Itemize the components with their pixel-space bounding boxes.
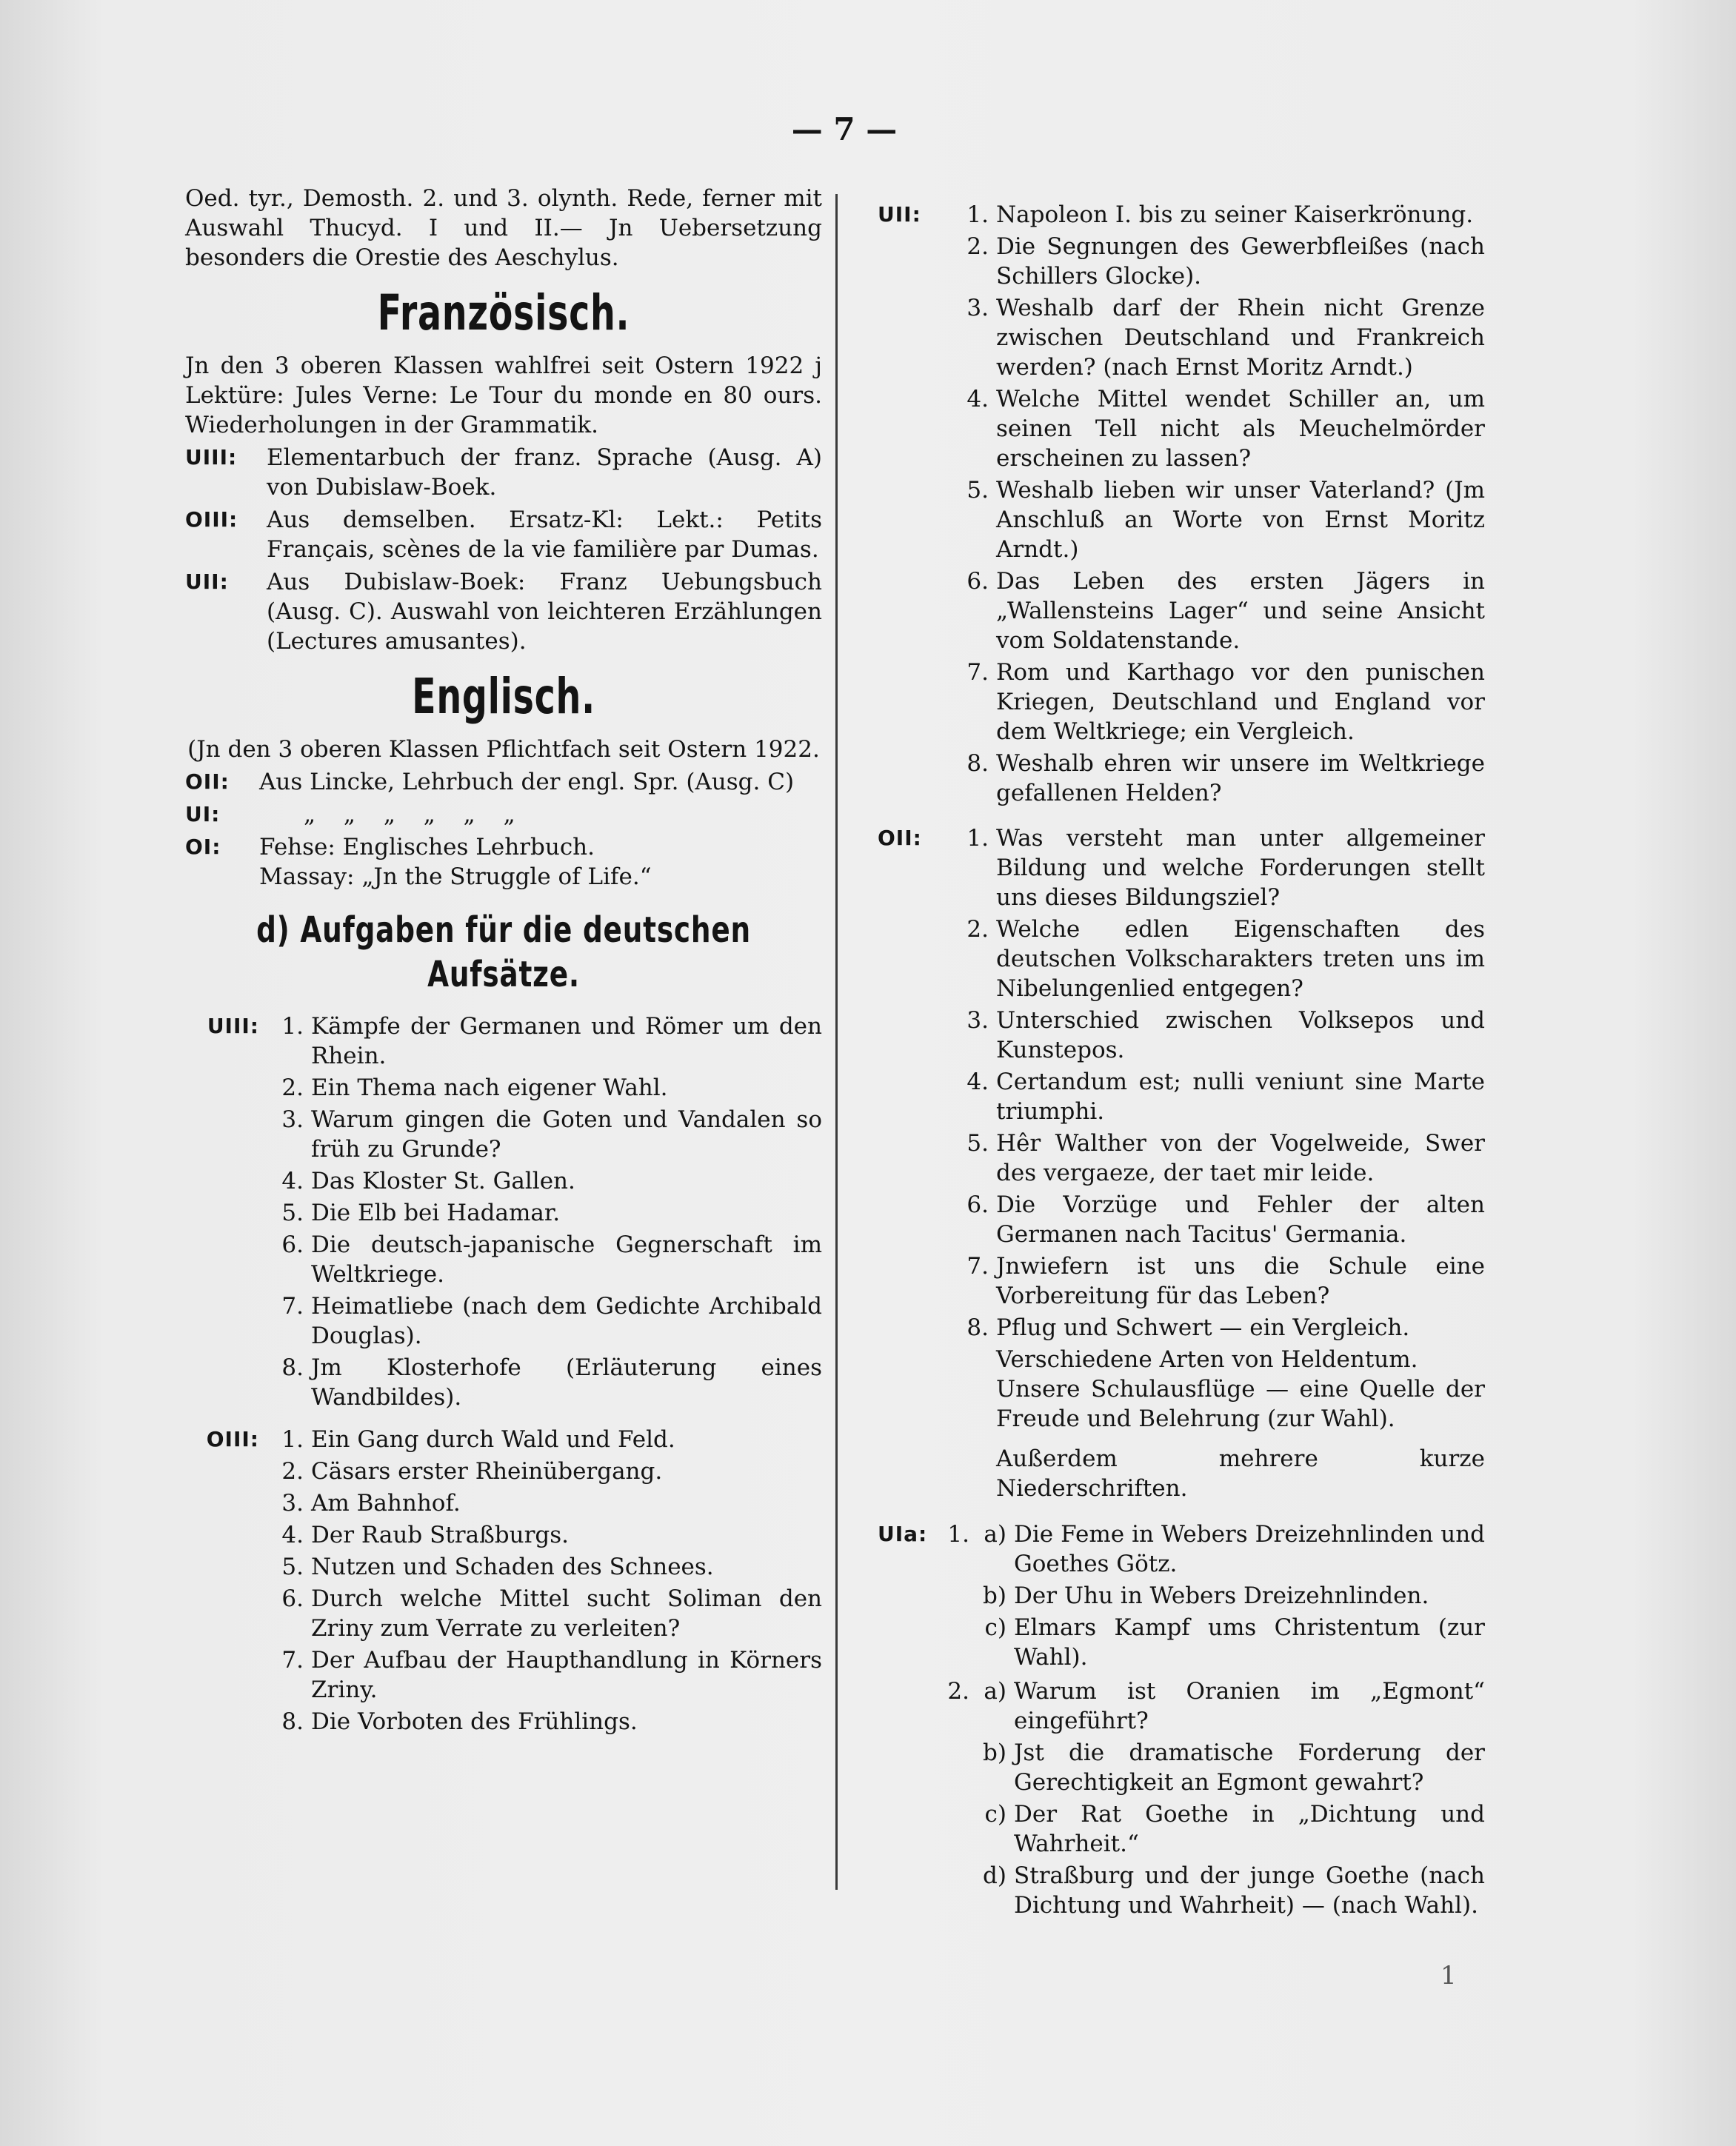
item-number: 5. [281, 1554, 304, 1580]
item-text: Jst die dramatische Forderung der Gerechtigkeit an Egmont gewahrt? [1014, 1739, 1485, 1796]
list-item [268, 1520, 822, 1550]
franz-intro: Jn den 3 oberen Klassen wahlfrei seit Ostern 1922 j Lektüre: Jules Verne: Le Tour du monde en 80 ours. Wiederholungen in der Grammatik. [185, 352, 822, 438]
oii-extra-topic: Verschiedene Arten von Heldentum. [996, 1346, 1418, 1373]
engl-entry [185, 832, 822, 862]
oii-extra-topic: Unsere Schulausflüge — eine Quelle der Freude und Belehrung (zur Wahl). [996, 1376, 1485, 1432]
list-item [977, 1677, 1485, 1736]
list-item [953, 1190, 1485, 1249]
class-block-oii [878, 823, 1485, 1503]
item-text: Die Feme in Webers Dreizehnlinden und Goethes Götz. [1014, 1521, 1485, 1577]
list-item [953, 1313, 1485, 1343]
list-item [268, 1488, 822, 1518]
item-text: Warum gingen die Goten und Vandalen so früh zu Grunde? [311, 1106, 822, 1163]
item-number: 1. [947, 1521, 969, 1548]
item-number: b) [983, 1739, 1006, 1766]
item-number: 2. [281, 1458, 304, 1485]
item-text: Die Segnungen des Gewerbfleißes (nach Schillers Glocke). [996, 233, 1485, 290]
list-item [953, 823, 1485, 912]
item-number: 3. [281, 1106, 304, 1133]
column-divider [835, 194, 838, 1890]
item-text: Ein Thema nach eigener Wahl. [311, 1074, 668, 1101]
section-heading-englisch: Englisch. [412, 668, 595, 725]
list-item [977, 1520, 1485, 1579]
item-number: 6. [967, 1191, 989, 1218]
class-label: OIII: [185, 507, 238, 532]
item-text: Kämpfe der Germanen und Römer um den Rhein. [311, 1013, 822, 1069]
item-text: Der Aufbau der Haupthandlung in Körners Zriny. [311, 1647, 822, 1703]
item-text: Jm Klosterhofe (Erläuterung eines Wandbildes). [311, 1354, 822, 1411]
item-number: 2. [967, 916, 989, 943]
item-number: 3. [281, 1490, 304, 1517]
item-number: 7. [967, 1253, 989, 1280]
list-item [977, 1799, 1485, 1859]
engl-intro: (Jn den 3 oberen Klassen Pflichtfach seit Ostern 1922. [187, 736, 820, 763]
class-label: UII: [878, 202, 921, 227]
list-item [268, 1645, 822, 1705]
item-text: Jnwiefern ist uns die Schule eine Vorbereitung für das Leben? [996, 1253, 1485, 1309]
engl-entry [185, 767, 822, 797]
item-text: Am Bahnhof. [311, 1490, 461, 1517]
entry-text: Aus Dubislaw-Boek: Franz Uebungsbuch (Ausg. C). Auswahl von leichteren Erzählungen (Lectures amusantes). [267, 569, 822, 655]
item-text: Straßburg und der junge Goethe (nach Dichtung und Wahrheit) — (nach Wahl). [1014, 1862, 1485, 1919]
list-item [953, 658, 1485, 746]
item-text: Die Elb bei Hadamar. [311, 1200, 561, 1226]
item-number: 7. [281, 1647, 304, 1674]
list-item [268, 1230, 822, 1289]
class-label: UIII: [185, 445, 238, 469]
list-item [953, 200, 1485, 230]
franz-entry [185, 567, 822, 656]
list-item [977, 1861, 1485, 1920]
list-item [977, 1613, 1485, 1672]
list-item [953, 384, 1485, 473]
item-text: Hêr Walther von der Vogelweide, Swer des vergaeze, der taet mir leide. [996, 1130, 1485, 1186]
item-text: Der Raub Straßburgs. [311, 1522, 570, 1548]
list-item [953, 566, 1485, 655]
item-text: Welche edlen Eigenschaften des deutschen Volkscharakters treten uns im Nibelungenlied entgegen? [996, 916, 1485, 1002]
item-number: 4. [967, 386, 989, 412]
left-column [185, 184, 822, 1739]
engl-entry [185, 800, 822, 829]
class-label: OIII: [206, 1427, 259, 1451]
class-label: OII: [185, 769, 230, 794]
item-number: 5. [281, 1200, 304, 1226]
list-item [953, 232, 1485, 291]
page-number: — 7 — [791, 111, 898, 147]
item-number: 1. [281, 1426, 304, 1453]
topic-group-1 [934, 1520, 1485, 1674]
class-label: UIa: [878, 1522, 928, 1546]
item-number: b) [983, 1582, 1006, 1609]
item-number: 6. [281, 1231, 304, 1258]
oii-note: Außerdem mehrere kurze Niederschriften. [996, 1445, 1485, 1502]
list-item [953, 915, 1485, 1003]
item-number: 2. [281, 1074, 304, 1101]
list-item [953, 293, 1485, 382]
item-text: Durch welche Mittel sucht Soliman den Zriny zum Verrate zu verleiten? [311, 1585, 822, 1642]
item-number: 4. [281, 1522, 304, 1548]
list-item [953, 475, 1485, 564]
franz-entry [185, 443, 822, 502]
list-item [953, 749, 1485, 808]
list-item [953, 1129, 1485, 1188]
item-text: Die Vorzüge und Fehler der alten Germanen nach Tacitus' Germania. [996, 1191, 1485, 1248]
class-label: OI: [185, 835, 221, 859]
class-block-uia [878, 1520, 1485, 1925]
item-number: 7. [281, 1293, 304, 1320]
item-text: Die Vorboten des Frühlings. [311, 1708, 638, 1735]
item-text: Nutzen und Schaden des Schnees. [311, 1554, 714, 1580]
item-text: Heimatliebe (nach dem Gedichte Archibald Douglas). [311, 1293, 822, 1349]
pencil-margin-mark: 1 [1440, 1961, 1457, 1990]
item-number: 8. [281, 1708, 304, 1735]
item-text: Ein Gang durch Wald und Feld. [311, 1426, 675, 1453]
class-block-oiii [185, 1425, 822, 1739]
item-number: a) [984, 1521, 1006, 1548]
class-block-uiii [185, 1012, 822, 1414]
item-number: a) [984, 1678, 1006, 1705]
list-item [268, 1457, 822, 1486]
right-column [878, 184, 1485, 1925]
item-number: 8. [281, 1354, 304, 1381]
list-item [953, 1067, 1485, 1126]
section-heading-aufsaetze: Aufsätze. [427, 954, 580, 995]
ditto-marks: „ „ „ „ „ „ [304, 801, 526, 828]
list-item [268, 1166, 822, 1196]
item-text: Unterschied zwischen Volksepos und Kunstepos. [996, 1007, 1485, 1063]
list-item [268, 1291, 822, 1351]
item-number: 6. [281, 1585, 304, 1612]
list-item [977, 1581, 1485, 1611]
list-item [268, 1105, 822, 1164]
item-number: 1. [967, 201, 989, 228]
section-heading-aufgaben: d) Aufgaben für die deutschen [256, 909, 751, 951]
item-number: 4. [967, 1069, 989, 1095]
item-number: c) [984, 1614, 1006, 1641]
list-item [953, 1006, 1485, 1065]
greek-reading-intro: Oed. tyr., Demosth. 2. und 3. olynth. Rede, ferner mit Auswahl Thucyd. I und II.— Jn Uebersetzung besonders die Orestie des Aeschylus. [185, 185, 822, 271]
list-item [953, 1251, 1485, 1311]
entry-text: Elementarbuch der franz. Sprache (Ausg. A) von Dubislaw-Boek. [267, 444, 822, 501]
item-number: 1. [967, 825, 989, 852]
class-label: UIII: [207, 1014, 259, 1038]
item-number: 4. [281, 1168, 304, 1194]
list-item [268, 1584, 822, 1643]
item-number: 5. [967, 1130, 989, 1157]
item-text: Der Uhu in Webers Dreizehnlinden. [1014, 1582, 1429, 1609]
list-item [268, 1425, 822, 1454]
class-label: OII: [878, 826, 922, 850]
item-number: 8. [967, 1314, 989, 1341]
class-label: UII: [185, 569, 229, 594]
section-heading-franzoesisch: Französisch. [377, 284, 630, 341]
item-text: Pflug und Schwert — ein Vergleich. [996, 1314, 1410, 1341]
item-number: 6. [967, 568, 989, 595]
item-text: Weshalb lieben wir unser Vaterland? (Jm Anschluß an Worte von Ernst Moritz Arndt.) [996, 477, 1485, 563]
class-label: UI: [185, 802, 221, 826]
entry-text: Fehse: Englisches Lehrbuch. [259, 834, 595, 860]
item-text: Napoleon I. bis zu seiner Kaiserkrönung. [996, 201, 1474, 228]
item-text: Warum ist Oranien im „Egmont“ eingeführt? [1014, 1678, 1485, 1734]
item-number: d) [983, 1862, 1006, 1889]
entry-text: Aus demselben. Ersatz-Kl: Lekt.: Petits Français, scènes de la vie familière par Dumas. [267, 507, 822, 563]
list-item [268, 1707, 822, 1736]
item-text: Welche Mittel wendet Schiller an, um seinen Tell nicht als Meuchelmörder erscheinen zu lassen? [996, 386, 1485, 472]
item-text: Certandum est; nulli veniunt sine Marte triumphi. [996, 1069, 1485, 1125]
class-block-uii [878, 200, 1485, 810]
list-item [268, 1552, 822, 1582]
item-text: Weshalb darf der Rhein nicht Grenze zwischen Deutschland und Frankreich werden? (nach Ernst Moritz Arndt.) [996, 295, 1485, 381]
entry-text: Aus Lincke, Lehrbuch der engl. Spr. (Ausg. C) [259, 769, 795, 795]
engl-massay: Massay: „Jn the Struggle of Life.“ [259, 863, 652, 890]
item-text: Das Leben des ersten Jägers in „Wallensteins Lager“ und seine Ansicht vom Soldatenstande. [996, 568, 1485, 654]
item-number: c) [984, 1801, 1006, 1828]
item-number: 1. [281, 1013, 304, 1040]
item-number: 3. [967, 295, 989, 321]
item-number: 2. [947, 1678, 969, 1705]
list-item [268, 1353, 822, 1412]
list-item [268, 1198, 822, 1228]
item-number: 8. [967, 750, 989, 777]
item-number: 7. [967, 659, 989, 686]
item-text: Die deutsch-japanische Gegnerschaft im Weltkriege. [311, 1231, 822, 1288]
list-item [268, 1073, 822, 1103]
item-text: Das Kloster St. Gallen. [311, 1168, 575, 1194]
item-number: 5. [967, 477, 989, 504]
item-text: Rom und Karthago vor den punischen Kriegen, Deutschland und England vor dem Weltkriege; ein Vergleich. [996, 659, 1485, 745]
franz-entry [185, 505, 822, 564]
item-number: 3. [967, 1007, 989, 1034]
item-number: 2. [967, 233, 989, 260]
item-text: Weshalb ehren wir unsere im Weltkriege gefallenen Helden? [996, 750, 1485, 806]
item-text: Elmars Kampf ums Christentum (zur Wahl). [1014, 1614, 1485, 1671]
list-item [977, 1738, 1485, 1797]
list-item [268, 1012, 822, 1071]
item-text: Der Rat Goethe in „Dichtung und Wahrheit.“ [1014, 1801, 1485, 1857]
item-text: Was versteht man unter allgemeiner Bildung und welche Forderungen stellt uns dieses Bildungsziel? [996, 825, 1485, 911]
topic-group-2 [934, 1677, 1485, 1922]
item-text: Cäsars erster Rheinübergang. [311, 1458, 663, 1485]
